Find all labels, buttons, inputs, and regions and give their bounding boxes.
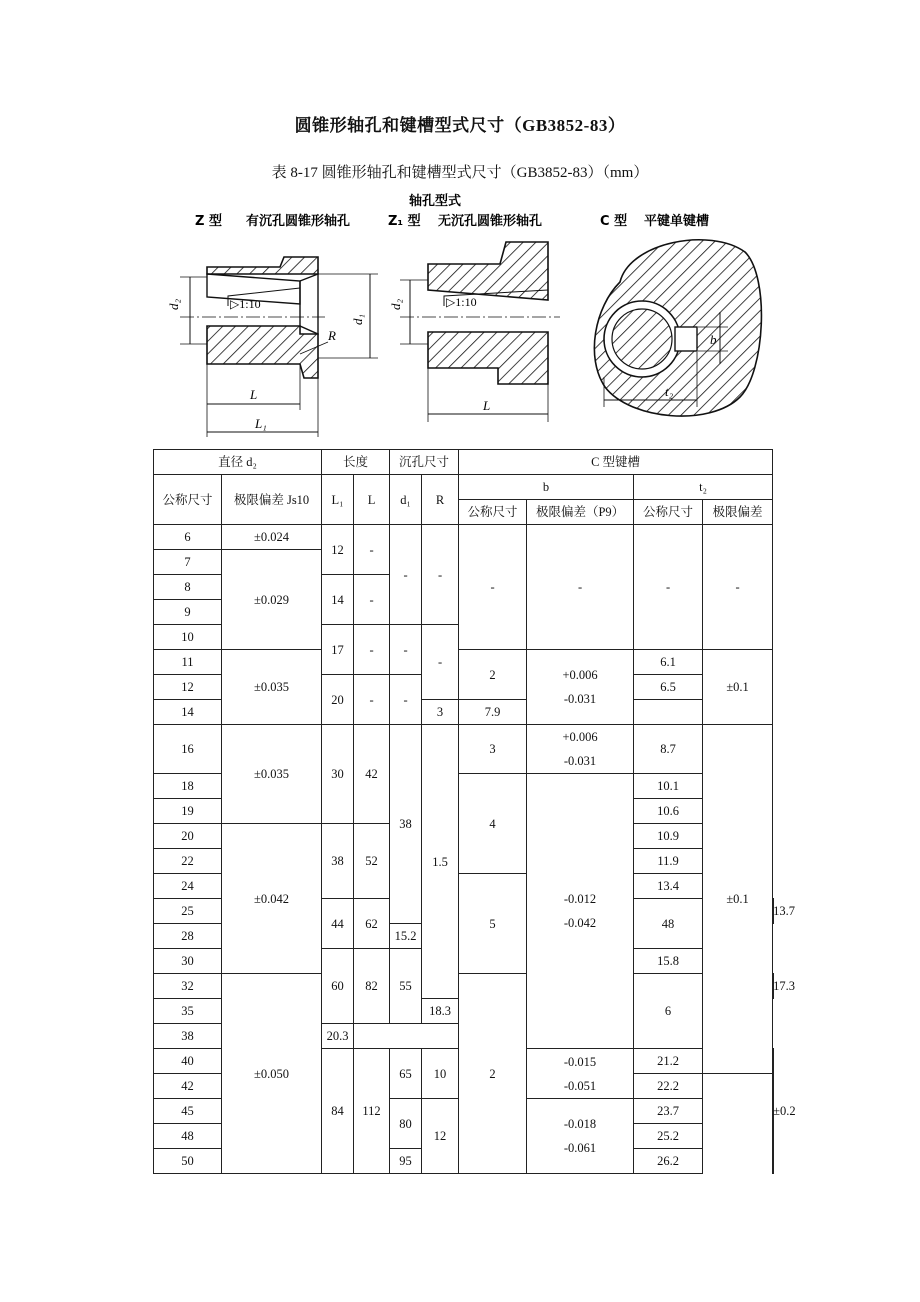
b-tol-upper: -0.012 [563,892,597,906]
header-keyway: C 型键槽 [459,450,773,475]
type-z1-code: Z₁ 型 [388,214,421,229]
diameter-cell: 32 [154,974,222,999]
diameter-cell: 24 [154,874,222,899]
t2-nominal-cell: 10.1 [634,774,703,799]
diameter-cell: 50 [154,1149,222,1174]
t2-nominal-cell: 13.4 [634,874,703,899]
l-cell: - [354,575,390,625]
z-d1-label: d₁ [350,313,365,325]
b-tol-cell [527,1049,634,1099]
d1-cell: 38 [390,725,422,924]
js10-cell: ±0.024 [222,525,322,550]
type-c-code: C 型 [600,214,628,229]
r-cell: 1.5 [422,725,459,999]
l1-cell: 14 [322,575,354,625]
t2-nominal-cell: 23.7 [634,1099,703,1124]
b-tol-cell [527,1099,634,1174]
type-z-desc: 有沉孔圆锥形轴孔 [246,214,351,229]
t2-nominal-cell: 15.8 [634,949,703,974]
b-tol-lower: -0.031 [563,692,597,706]
l1-cell: 38 [322,824,354,899]
b-nominal-cell: 3 [422,700,459,725]
t2-nominal-cell: 26.2 [634,1149,703,1174]
diameter-cell: 10 [154,625,222,650]
diameter-cell: 11 [154,650,222,675]
diameter-cell: 18 [154,774,222,799]
l-cell: - [354,675,390,725]
l-cell: 112 [354,1049,390,1174]
type-c-desc: 平键单键槽 [644,214,710,229]
header-length: 长度 [322,450,390,475]
diameter-cell: 6 [154,525,222,550]
b-tol-lower: -0.042 [563,916,597,930]
z-d2-label: d₂ [166,298,181,310]
t2-nominal-cell: 8.7 [634,725,703,774]
diameter-cell: 30 [154,949,222,974]
diameter-cell: 25 [154,899,222,924]
d1-cell: 48 [634,899,703,949]
d1-cell: 55 [390,949,422,1024]
header-counterbore: 沉孔尺寸 [390,450,459,475]
t2-tol-cell: ±0.2 [773,1104,796,1118]
t2-nominal-cell: 21.2 [634,1049,703,1074]
t2-tol-cell: - [703,525,773,650]
t2-nominal-cell: 7.9 [459,700,527,725]
diameter-cell: 22 [154,849,222,874]
b-tol-upper: +0.006 [562,730,598,744]
d1-cell: 65 [390,1049,422,1099]
b-tol-lower: -0.051 [563,1078,597,1093]
t2-tol-cell: ±0.1 [703,725,773,1074]
figure-heading: 轴孔型式 [408,194,462,209]
b-nominal-cell: 5 [459,874,527,974]
b-tol-cell [527,774,634,1049]
z-type-drawing [166,257,378,437]
z-l-label: L [250,387,258,402]
b-nominal-cell: 6 [634,974,703,1049]
header-nominal: 公称尺寸 [154,475,222,525]
type-z1-desc: 无沉孔圆锥形轴孔 [438,214,543,229]
b-tol-upper: +0.006 [562,668,598,682]
b-tol-lower: -0.061 [563,1141,597,1155]
l-cell: 62 [354,899,390,949]
l1-cell: 12 [322,525,354,575]
l1-cell: 44 [322,899,354,949]
d1-cell: - [390,525,422,625]
z-r-label: R [328,328,336,343]
diameter-cell: 19 [154,799,222,824]
header-t2-nominal: 公称尺寸 [634,500,703,525]
l1-cell: 17 [322,625,354,675]
b-nominal-cell: 2 [459,650,527,700]
header-diameter: 直径 d₂ [154,450,322,475]
l-cell: - [354,525,390,575]
b-nominal-cell: 3 [459,725,527,774]
diameter-cell: 14 [154,700,222,725]
b-nominal-cell: 10 [422,1049,459,1099]
header-l: L [354,475,390,525]
table-caption: 表 8-17 圆锥形轴孔和键槽型式尺寸（GB3852-83）（mm） [271,165,649,181]
t2-nominal-cell: 25.2 [634,1124,703,1149]
z1-l-label: L [483,398,491,413]
diameter-cell: 9 [154,600,222,625]
diameter-cell: 12 [154,675,222,700]
t2-nominal-cell: - [634,525,703,650]
diameter-cell: 8 [154,575,222,600]
d1-cell: - [390,675,422,725]
b-nominal-cell: 12 [422,1099,459,1174]
l-cell: 42 [354,725,390,824]
t2-nominal-cell: 18.3 [422,999,459,1024]
z-taper-label: ▷1:10 [230,297,261,311]
js10-cell: ±0.029 [222,550,322,650]
t2-tol-cell: ±0.1 [703,650,773,725]
r-cell: 2 [459,974,527,1174]
d1-cell: 95 [390,1149,422,1174]
t2-nominal-cell: 17.3 [773,979,795,993]
l-cell: 82 [354,949,390,1024]
header-b-tol: 极限偏差（P9） [527,500,634,525]
l-cell: 52 [354,824,390,899]
js10-cell: ±0.035 [222,650,322,725]
l1-cell: 84 [322,1049,354,1174]
header-tol-js10: 极限偏差 Js10 [222,475,322,525]
c-b-label: b [710,332,717,347]
diameter-cell: 28 [154,924,222,949]
document-title: 圆锥形轴孔和键槽型式尺寸（GB3852-83） [294,116,626,135]
b-tol-cell: - [527,525,634,650]
l1-cell: 30 [322,725,354,824]
header-l1: L₁ [322,475,354,525]
header-b-nominal: 公称尺寸 [459,500,527,525]
b-nominal-cell: 4 [459,774,527,874]
d1-cell: 80 [390,1099,422,1149]
diameter-cell: 40 [154,1049,222,1074]
b-tol-upper: -0.015 [563,1054,597,1069]
type-z-code: Z 型 [195,214,222,229]
t2-nominal-cell: 6.5 [634,675,703,700]
l1-cell: 20 [322,675,354,725]
t2-nominal-cell: 20.3 [322,1024,354,1049]
b-tol-cell [527,650,634,725]
b-tol-upper: -0.018 [563,1117,597,1131]
d1-cell: - [390,625,422,675]
js10-cell: ±0.042 [222,824,322,974]
shaft-hole-figure [150,182,780,442]
header-r: R [422,475,459,525]
l-cell: - [354,625,390,675]
header-t2: t₂ [634,475,773,500]
z1-d2-label: d₂ [388,298,403,310]
t2-nominal-cell: 11.9 [634,849,703,874]
header-d1: d₁ [390,475,422,525]
header-t2-tol: 极限偏差 [703,500,773,525]
header-b: b [459,475,634,500]
t2-nominal-cell: 6.1 [634,650,703,675]
z1-taper-label: ▷1:10 [446,295,477,309]
t2-nominal-cell: 10.9 [634,824,703,849]
t2-nominal-cell: 15.2 [390,924,422,949]
diameter-cell: 42 [154,1074,222,1099]
dimension-table [153,449,796,1174]
diameter-cell: 20 [154,824,222,849]
diameter-cell: 38 [154,1024,222,1049]
r-cell: - [422,625,459,700]
c-type-drawing [594,240,761,416]
t2-nominal-cell: 22.2 [634,1074,703,1099]
js10-cell: ±0.050 [222,974,322,1174]
b-nominal-cell: - [459,525,527,650]
diameter-cell: 7 [154,550,222,575]
t2-nominal-cell: 13.7 [773,904,795,918]
diameter-cell: 48 [154,1124,222,1149]
diameter-cell: 45 [154,1099,222,1124]
c-t2-label: t₂ [665,384,674,399]
z-l1-label: L₁ [255,416,267,431]
js10-cell: ±0.035 [222,725,322,824]
b-tol-cell [527,725,634,774]
b-tol-lower: -0.031 [563,754,597,768]
l1-cell: 60 [322,949,354,1024]
t2-nominal-cell: 10.6 [634,799,703,824]
r-cell: - [422,525,459,625]
diameter-cell: 16 [154,725,222,774]
z1-type-drawing [388,242,560,422]
diameter-cell: 35 [154,999,222,1024]
